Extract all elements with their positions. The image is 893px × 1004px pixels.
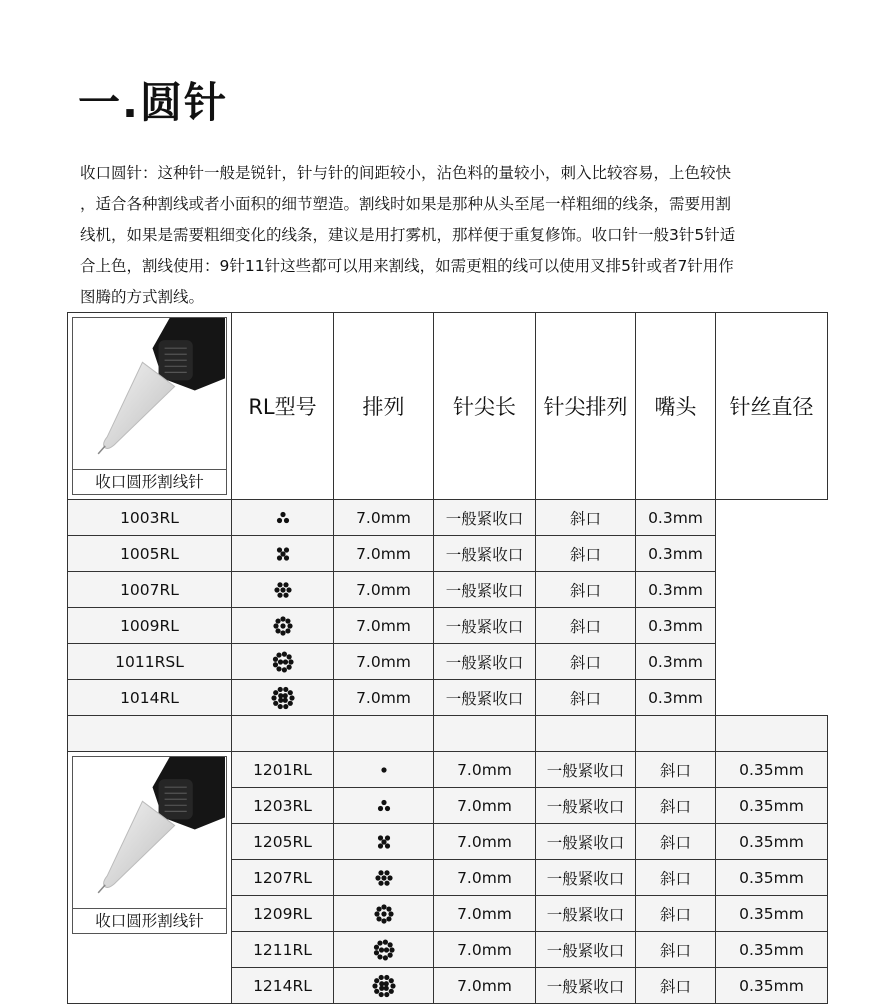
diameter-cell: 0.35mm bbox=[716, 932, 828, 968]
needle-dot bbox=[274, 587, 279, 592]
needle-dot bbox=[388, 911, 393, 916]
diameter-cell: 0.35mm bbox=[716, 860, 828, 896]
model-cell: 1207RL bbox=[232, 860, 334, 896]
description-line: 收口圆针：这种针一般是锐针，针与针的间距较小，沾色料的量较小，刺入比较容易，上色较快 bbox=[80, 164, 732, 182]
table-row bbox=[68, 500, 828, 536]
needle-pattern-icon bbox=[271, 614, 295, 638]
needle-dot bbox=[283, 582, 288, 587]
needle-dot bbox=[280, 630, 285, 635]
product-image-cell bbox=[68, 313, 232, 500]
needle-dot bbox=[384, 870, 389, 875]
model-cell: 1014RL bbox=[68, 680, 232, 716]
tip-arrangement-cell: 一般紧收口 bbox=[434, 680, 536, 716]
mouth-cell: 斜口 bbox=[536, 608, 636, 644]
diameter-cell: 0.3mm bbox=[636, 500, 716, 536]
tip-length-cell: 7.0mm bbox=[434, 788, 536, 824]
pattern-cell bbox=[334, 788, 434, 824]
needle-pattern-icon bbox=[372, 974, 396, 998]
needle-dot bbox=[273, 690, 278, 695]
mouth-cell: 斜口 bbox=[636, 932, 716, 968]
pattern-cell bbox=[334, 752, 434, 788]
needle-dot bbox=[289, 695, 294, 700]
model-cell: 1201RL bbox=[232, 752, 334, 788]
tip-arrangement-cell: 一般紧收口 bbox=[434, 608, 536, 644]
needle-dot bbox=[384, 805, 389, 810]
needle-dot bbox=[384, 991, 389, 996]
needle-dot bbox=[384, 974, 389, 979]
needle-pattern-icon bbox=[271, 542, 295, 566]
needle-dot bbox=[285, 618, 290, 623]
needle-dot bbox=[381, 799, 386, 804]
tip-length-cell: 7.0mm bbox=[334, 500, 434, 536]
needle-dot bbox=[381, 875, 386, 880]
needle-dot bbox=[373, 950, 378, 955]
needle-dot bbox=[281, 667, 286, 672]
tip-length-cell: 7.0mm bbox=[434, 860, 536, 896]
needle-dot bbox=[287, 690, 292, 695]
diameter-cell: 0.3mm bbox=[636, 608, 716, 644]
diameter-cell: 0.35mm bbox=[716, 968, 828, 1004]
needle-dot bbox=[378, 974, 383, 979]
model-cell: 1007RL bbox=[68, 572, 232, 608]
needle-dot bbox=[388, 978, 393, 983]
needle-dot bbox=[390, 983, 395, 988]
needle-dot bbox=[276, 517, 281, 522]
needle-dot bbox=[377, 843, 382, 848]
tip-arrangement-cell: 一般紧收口 bbox=[536, 752, 636, 788]
needle-dot bbox=[276, 666, 281, 671]
needle-pattern-icon bbox=[372, 758, 396, 782]
mouth-cell: 斜口 bbox=[636, 788, 716, 824]
needle-dot bbox=[378, 991, 383, 996]
pattern-cell bbox=[334, 860, 434, 896]
needle-dot bbox=[286, 664, 291, 669]
needle-dot bbox=[377, 805, 382, 810]
needle-spec-table bbox=[67, 312, 828, 1004]
model-cell: 1211RL bbox=[232, 932, 334, 968]
tip-arrangement-cell: 一般紧收口 bbox=[434, 644, 536, 680]
needle-dot bbox=[374, 988, 379, 993]
needle-dot bbox=[276, 547, 281, 552]
needle-dot bbox=[271, 695, 276, 700]
mouth-cell: 斜口 bbox=[636, 860, 716, 896]
pattern-cell bbox=[232, 572, 334, 608]
needle-dot bbox=[388, 988, 393, 993]
empty-cell bbox=[716, 716, 828, 752]
needle-pattern-icon bbox=[372, 794, 396, 818]
pattern-cell bbox=[232, 608, 334, 644]
needle-dot bbox=[381, 767, 386, 772]
needle-dot bbox=[280, 511, 285, 516]
needle-dot bbox=[374, 978, 379, 983]
needle-dot bbox=[283, 686, 288, 691]
needle-pattern-icon bbox=[271, 650, 295, 674]
empty-cell bbox=[232, 716, 334, 752]
needle-dot bbox=[283, 592, 288, 597]
tip-length-cell: 7.0mm bbox=[334, 608, 434, 644]
needle-pattern-icon bbox=[372, 830, 396, 854]
product-image-cell bbox=[68, 752, 232, 1004]
tip-length-cell: 7.0mm bbox=[334, 680, 434, 716]
tip-arrangement-cell: 一般紧收口 bbox=[434, 536, 536, 572]
needle-dot bbox=[283, 703, 288, 708]
tip-length-cell: 7.0mm bbox=[434, 752, 536, 788]
diameter-cell: 0.35mm bbox=[716, 788, 828, 824]
needle-dot bbox=[381, 918, 386, 923]
header-model: RL型号 bbox=[232, 313, 334, 500]
tip-length-cell: 7.0mm bbox=[434, 932, 536, 968]
needle-dot bbox=[379, 985, 384, 990]
description-line: 图腾的方式割线。 bbox=[80, 288, 205, 306]
model-cell: 1203RL bbox=[232, 788, 334, 824]
needle-dot bbox=[272, 662, 277, 667]
model-cell: 1009RL bbox=[68, 608, 232, 644]
needle-dot bbox=[379, 981, 384, 986]
tip-arrangement-cell: 一般紧收口 bbox=[536, 968, 636, 1004]
diameter-cell: 0.35mm bbox=[716, 752, 828, 788]
tattoo-needle-cartridge-image bbox=[73, 757, 226, 908]
tip-length-cell: 7.0mm bbox=[434, 896, 536, 932]
needle-dot bbox=[386, 916, 391, 921]
diameter-cell: 0.3mm bbox=[636, 536, 716, 572]
mouth-cell: 斜口 bbox=[536, 644, 636, 680]
needle-dot bbox=[287, 700, 292, 705]
description-line: 合上色，割线使用：9针11针这些都可以用来割线，如需更粗的线可以使用叉排5针或者7针用作 bbox=[80, 257, 734, 275]
needle-dot bbox=[276, 555, 281, 560]
needle-pattern-icon bbox=[372, 902, 396, 926]
needle-dot bbox=[381, 911, 386, 916]
model-cell: 1003RL bbox=[68, 500, 232, 536]
needle-dot bbox=[278, 693, 283, 698]
needle-dot bbox=[384, 835, 389, 840]
needle-dot bbox=[275, 628, 280, 633]
pattern-cell bbox=[334, 932, 434, 968]
model-cell: 1209RL bbox=[232, 896, 334, 932]
header-tip-arrangement: 针尖排列 bbox=[536, 313, 636, 500]
needle-dot bbox=[280, 587, 285, 592]
header-tip-length: 针尖长 bbox=[434, 313, 536, 500]
spacer-row bbox=[68, 716, 828, 752]
needle-dot bbox=[287, 623, 292, 628]
needle-dot bbox=[378, 947, 383, 952]
needle-dot bbox=[282, 659, 287, 664]
description-line: 线机，如果是需要粗细变化的线条，建议是用打雾机，那样便于重复修饰。收口针一般3针5针适 bbox=[80, 226, 736, 244]
image-caption: 收口圆形割线针 bbox=[73, 908, 226, 933]
tip-arrangement-cell: 一般紧收口 bbox=[434, 500, 536, 536]
tip-length-cell: 7.0mm bbox=[334, 644, 434, 680]
mouth-cell: 斜口 bbox=[536, 680, 636, 716]
needle-pattern-icon bbox=[271, 686, 295, 710]
page-title: 一.圆针 bbox=[78, 78, 228, 127]
needle-pattern-icon bbox=[271, 506, 295, 530]
needle-dot bbox=[383, 981, 388, 986]
model-cell: 1205RL bbox=[232, 824, 334, 860]
needle-dot bbox=[282, 697, 287, 702]
model-cell: 1214RL bbox=[232, 968, 334, 1004]
needle-dot bbox=[285, 628, 290, 633]
pattern-cell bbox=[334, 824, 434, 860]
needle-dot bbox=[275, 618, 280, 623]
product-image bbox=[72, 756, 227, 934]
table-row bbox=[68, 680, 828, 716]
tip-length-cell: 7.0mm bbox=[434, 968, 536, 1004]
needle-dot bbox=[376, 916, 381, 921]
needle-dot bbox=[277, 592, 282, 597]
needle-dot bbox=[273, 623, 278, 628]
needle-dot bbox=[377, 835, 382, 840]
model-cell: 1011RSL bbox=[68, 644, 232, 680]
pattern-cell bbox=[232, 644, 334, 680]
product-image bbox=[72, 317, 227, 495]
model-cell: 1005RL bbox=[68, 536, 232, 572]
needle-dot bbox=[283, 555, 288, 560]
needle-dot bbox=[280, 616, 285, 621]
diameter-cell: 0.3mm bbox=[636, 644, 716, 680]
diameter-cell: 0.3mm bbox=[636, 680, 716, 716]
needle-dot bbox=[282, 693, 287, 698]
needle-pattern-icon bbox=[372, 866, 396, 890]
header-pattern: 排列 bbox=[334, 313, 434, 500]
needle-pattern-icon bbox=[372, 938, 396, 962]
needle-dot bbox=[387, 942, 392, 947]
needle-dot bbox=[277, 582, 282, 587]
tip-length-cell: 7.0mm bbox=[334, 572, 434, 608]
needle-dot bbox=[374, 911, 379, 916]
needle-dot bbox=[283, 517, 288, 522]
needle-dot bbox=[283, 547, 288, 552]
needle-dot bbox=[377, 954, 382, 959]
tattoo-needle-cartridge-image bbox=[73, 318, 226, 469]
needle-dot bbox=[381, 904, 386, 909]
mouth-cell: 斜口 bbox=[536, 500, 636, 536]
empty-cell bbox=[434, 716, 536, 752]
needle-dot bbox=[281, 651, 286, 656]
diameter-cell: 0.3mm bbox=[636, 572, 716, 608]
table-row bbox=[68, 572, 828, 608]
table-row bbox=[68, 536, 828, 572]
table-row bbox=[68, 752, 828, 788]
diameter-cell: 0.35mm bbox=[716, 896, 828, 932]
description bbox=[80, 158, 825, 313]
tip-length-cell: 7.0mm bbox=[334, 536, 434, 572]
table-row bbox=[68, 644, 828, 680]
needle-dot bbox=[386, 906, 391, 911]
mouth-cell: 斜口 bbox=[636, 824, 716, 860]
needle-dot bbox=[280, 551, 285, 556]
needle-dot bbox=[280, 623, 285, 628]
needle-dot bbox=[384, 843, 389, 848]
needle-dot bbox=[286, 654, 291, 659]
pattern-cell bbox=[334, 896, 434, 932]
mouth-cell: 斜口 bbox=[536, 572, 636, 608]
needle-dot bbox=[387, 875, 392, 880]
description-line: ，适合各种割线或者小面积的细节塑造。割线时如果是那种从头至尾一样粗细的线条，需要用割 bbox=[80, 195, 732, 213]
needle-dot bbox=[288, 659, 293, 664]
needle-dot bbox=[383, 985, 388, 990]
mouth-cell: 斜口 bbox=[636, 968, 716, 1004]
needle-dot bbox=[382, 955, 387, 960]
table-header-row bbox=[68, 313, 828, 500]
needle-dot bbox=[384, 880, 389, 885]
needle-dot bbox=[375, 875, 380, 880]
tip-arrangement-cell: 一般紧收口 bbox=[434, 572, 536, 608]
needle-dot bbox=[372, 983, 377, 988]
empty-cell bbox=[334, 716, 434, 752]
needle-dot bbox=[387, 952, 392, 957]
empty-cell bbox=[636, 716, 716, 752]
image-caption: 收口圆形割线针 bbox=[73, 469, 226, 494]
needle-dot bbox=[277, 703, 282, 708]
needle-dot bbox=[273, 700, 278, 705]
needle-dot bbox=[272, 656, 277, 661]
tip-length-cell: 7.0mm bbox=[434, 824, 536, 860]
diameter-cell: 0.35mm bbox=[716, 824, 828, 860]
pattern-cell bbox=[232, 536, 334, 572]
tip-arrangement-cell: 一般紧收口 bbox=[536, 860, 636, 896]
mouth-cell: 斜口 bbox=[636, 752, 716, 788]
pattern-cell bbox=[232, 680, 334, 716]
needle-dot bbox=[376, 906, 381, 911]
needle-dot bbox=[378, 880, 383, 885]
header-mouth: 嘴头 bbox=[636, 313, 716, 500]
needle-dot bbox=[277, 659, 282, 664]
needle-dot bbox=[382, 939, 387, 944]
needle-dot bbox=[383, 947, 388, 952]
needle-pattern-icon bbox=[271, 578, 295, 602]
empty-cell bbox=[68, 716, 232, 752]
pattern-cell bbox=[334, 968, 434, 1004]
needle-dot bbox=[377, 940, 382, 945]
needle-dot bbox=[286, 587, 291, 592]
mouth-cell: 斜口 bbox=[536, 536, 636, 572]
pattern-cell bbox=[232, 500, 334, 536]
header-diameter: 针丝直径 bbox=[716, 313, 828, 500]
needle-dot bbox=[277, 686, 282, 691]
tip-arrangement-cell: 一般紧收口 bbox=[536, 896, 636, 932]
needle-dot bbox=[381, 839, 386, 844]
needle-dot bbox=[278, 697, 283, 702]
tip-arrangement-cell: 一般紧收口 bbox=[536, 824, 636, 860]
needle-dot bbox=[276, 652, 281, 657]
empty-cell bbox=[536, 716, 636, 752]
mouth-cell: 斜口 bbox=[636, 896, 716, 932]
tip-arrangement-cell: 一般紧收口 bbox=[536, 788, 636, 824]
needle-dot bbox=[373, 944, 378, 949]
needle-dot bbox=[389, 947, 394, 952]
table-row bbox=[68, 608, 828, 644]
tip-arrangement-cell: 一般紧收口 bbox=[536, 932, 636, 968]
needle-dot bbox=[378, 870, 383, 875]
